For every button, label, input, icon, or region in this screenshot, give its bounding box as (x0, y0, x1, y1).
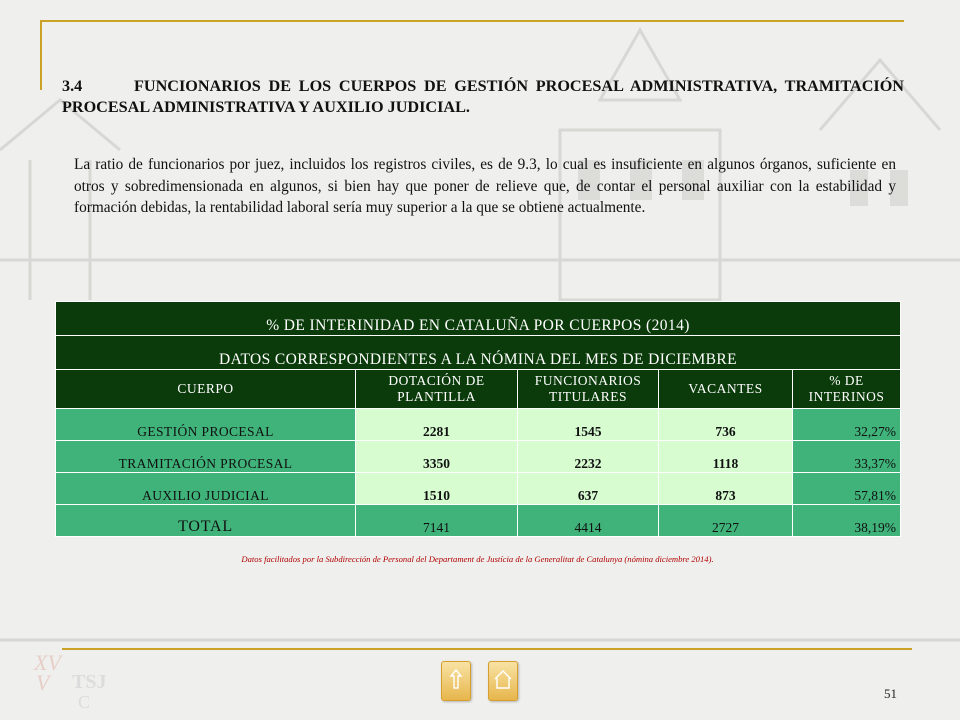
row-dotacion: 3350 (356, 441, 518, 473)
total-interinos: 38,19% (793, 505, 901, 537)
total-dotacion: 7141 (356, 505, 518, 537)
table-subtitle-row (56, 336, 901, 370)
tsjc-logo (32, 646, 112, 710)
row-titulares: 1545 (518, 409, 659, 441)
frame-top-line (40, 20, 904, 22)
header-dotacion-line1: DOTACIÓN DE (388, 373, 485, 388)
header-interinos-line2: INTERINOS (808, 389, 885, 404)
svg-text:V: V (36, 670, 50, 695)
section-heading (62, 76, 904, 118)
header-cuerpo: CUERPO (56, 370, 356, 409)
row-titulares: 637 (518, 473, 659, 505)
table-row (56, 441, 901, 473)
interinidad-table (55, 301, 901, 537)
header-titulares-line1: FUNCIONARIOS (534, 373, 642, 388)
body-paragraph: La ratio de funcionarios por juez, incluidos los registros civiles, es de 9.3, lo cual es insuficiente en algunos órganos, suficiente en otros y sobredimensionada en algunos, si bien hay que poner de relieve que, de contar el personal auxiliar con la estabilidad y formación debidas, la rentabilidad laboral sería muy superior a la que se obtiene actualmente. (74, 156, 896, 216)
nav-home-button[interactable] (488, 661, 518, 701)
row-interinos: 57,81% (793, 473, 901, 505)
row-dotacion: 2281 (356, 409, 518, 441)
row-titulares: 2232 (518, 441, 659, 473)
page-number: 51 (884, 686, 897, 701)
row-cuerpo: AUXILIO JUDICIAL (56, 473, 356, 505)
arrow-up-icon (446, 668, 466, 692)
frame-left-line (40, 20, 42, 90)
svg-text:XV: XV (34, 650, 61, 675)
row-vacantes: 1118 (659, 441, 793, 473)
total-cuerpo: TOTAL (56, 505, 356, 537)
table-title-row (56, 302, 901, 336)
home-icon (493, 668, 513, 692)
section-number: 3.4 (62, 77, 83, 95)
header-dotacion-line2: PLANTILLA (397, 389, 476, 404)
header-dotacion (356, 370, 518, 409)
row-vacantes: 873 (659, 473, 793, 505)
source-note: Datos facilitados por la Subdirección de Personal del Departament de Justícia de la Generalitat de Catalunya (nómina diciembre 2014). (241, 554, 714, 564)
header-interinos (793, 370, 901, 409)
table-total-row (56, 505, 901, 537)
svg-text:TSJ: TSJ (72, 671, 107, 693)
row-interinos: 33,37% (793, 441, 901, 473)
table-title: % DE INTERINIDAD EN CATALUÑA POR CUERPOS (2014) (56, 302, 901, 336)
frame-bottom-line (62, 648, 912, 650)
svg-text:C: C (78, 692, 91, 710)
table-row (56, 409, 901, 441)
table-header-row (56, 370, 901, 409)
row-cuerpo: GESTIÓN PROCESAL (56, 409, 356, 441)
row-cuerpo: TRAMITACIÓN PROCESAL (56, 441, 356, 473)
table-subtitle: DATOS CORRESPONDIENTES A LA NÓMINA DEL MES DE DICIEMBRE (56, 336, 901, 370)
row-vacantes: 736 (659, 409, 793, 441)
header-vacantes: VACANTES (659, 370, 793, 409)
total-titulares: 4414 (518, 505, 659, 537)
section-title: FUNCIONARIOS DE LOS CUERPOS DE GESTIÓN PROCESAL ADMINISTRATIVA, TRAMITACIÓN PROCESAL ADMINISTRATIVA Y AUXILIO JUDICIAL. (62, 77, 904, 116)
table-row (56, 473, 901, 505)
header-interinos-line1: % DE (829, 373, 864, 388)
header-titulares (518, 370, 659, 409)
header-titulares-line2: TITULARES (549, 389, 627, 404)
row-interinos: 32,27% (793, 409, 901, 441)
row-dotacion: 1510 (356, 473, 518, 505)
total-vacantes: 2727 (659, 505, 793, 537)
nav-up-button[interactable] (441, 661, 471, 701)
